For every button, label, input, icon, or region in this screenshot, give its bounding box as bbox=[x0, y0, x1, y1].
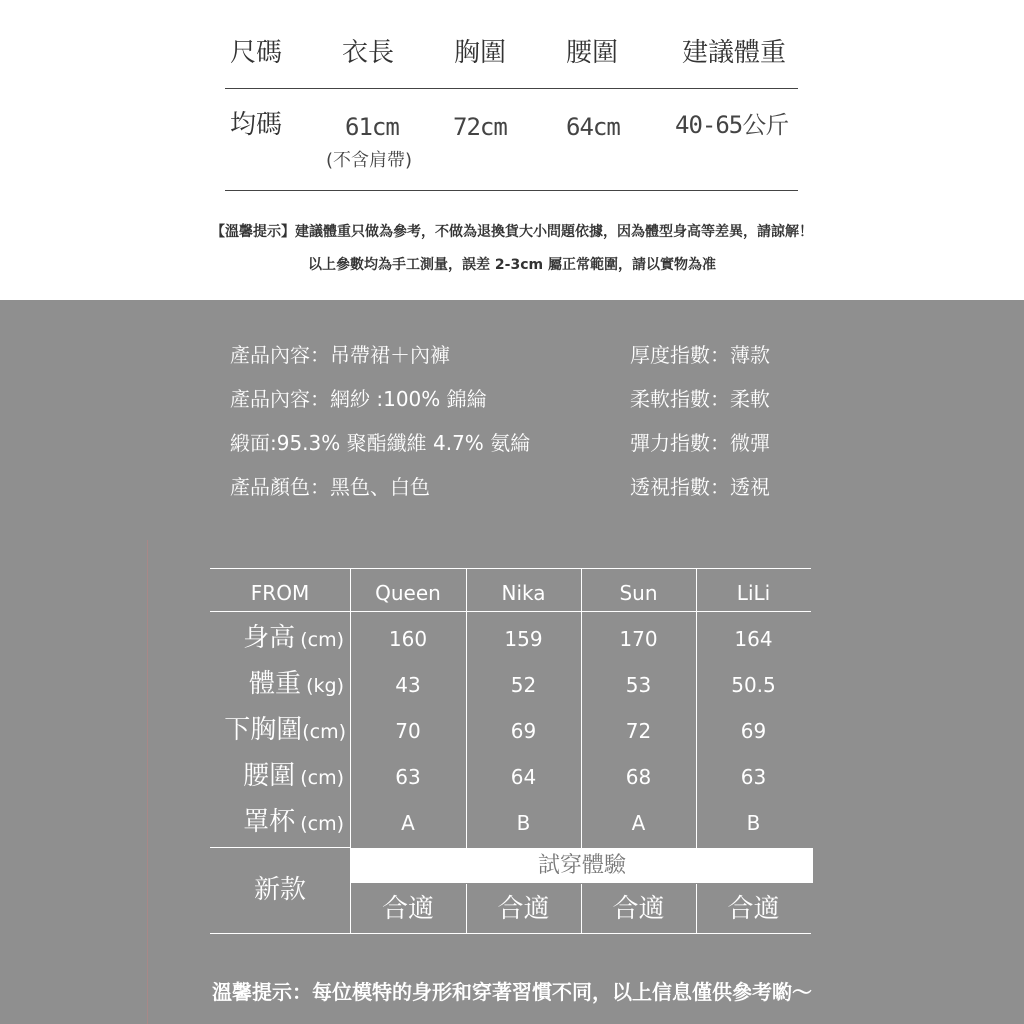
cell-cup-nika: B bbox=[516, 811, 531, 835]
cell-waist-lili: 63 bbox=[740, 765, 767, 789]
cell-cup-queen: A bbox=[401, 811, 415, 835]
cell-underbust-queen: 70 bbox=[395, 719, 421, 743]
row-label-weight: 體重 (kg) bbox=[249, 669, 344, 699]
info-right-1: 厚度指數：薄款 bbox=[630, 343, 770, 367]
info-left-2: 產品內容：網紗 :100% 錦綸 bbox=[230, 387, 487, 411]
info-left-4: 產品顏色：黑色、白色 bbox=[230, 475, 430, 499]
info-right-3: 彈力指數：微彈 bbox=[630, 431, 770, 455]
decorative-divider bbox=[147, 540, 148, 1024]
cell-underbust-sun: 72 bbox=[625, 719, 652, 743]
length-value: 61cm bbox=[345, 113, 399, 141]
trial-title: 試穿體驗 bbox=[537, 853, 626, 878]
row-label-height: 身高 (cm) bbox=[243, 623, 344, 653]
waist-value: 64cm bbox=[566, 113, 620, 141]
cell-cup-lili: B bbox=[746, 811, 761, 835]
trial-banner bbox=[351, 848, 813, 883]
cell-height-sun: 170 bbox=[619, 627, 658, 651]
weight-value: 40-65公斤 bbox=[675, 111, 789, 139]
cell-underbust-lili: 69 bbox=[740, 719, 767, 743]
size-table-bottom-line bbox=[225, 190, 798, 191]
fit-queen: 合適 bbox=[381, 894, 434, 924]
row-label-underbust: 下胸圍(cm) bbox=[224, 715, 346, 745]
info-left-3: 緞面:95.3% 聚酯纖維 4.7% 氨綸 bbox=[230, 431, 531, 455]
tip-line-1: 【溫馨提示】建議體重只做為參考，不做為退換貨大小問題依據，因為體型身高等差異，請諒解！ bbox=[211, 224, 813, 240]
cell-weight-nika: 52 bbox=[510, 673, 537, 697]
chest-value: 72cm bbox=[453, 113, 507, 141]
new-item-label: 新款 bbox=[253, 875, 306, 905]
model-table-header-line bbox=[210, 611, 811, 612]
tip-line-2: 以上參數均為手工測量，誤差 2-3cm 屬正常範圍，請以實物為准 bbox=[308, 257, 716, 273]
model-name: LiLi bbox=[736, 581, 771, 605]
model-table-col-line-4 bbox=[696, 568, 697, 848]
cell-weight-lili: 50.5 bbox=[731, 673, 776, 697]
fit-lili: 合適 bbox=[727, 894, 780, 924]
header-size: 尺碼 bbox=[230, 38, 283, 68]
info-right-4: 透視指數：透視 bbox=[630, 475, 770, 499]
size-table-section bbox=[0, 0, 1024, 300]
cell-waist-queen: 63 bbox=[395, 765, 421, 789]
header-weight: 建議體重 bbox=[682, 38, 787, 68]
cell-height-queen: 160 bbox=[388, 627, 428, 651]
cell-waist-sun: 68 bbox=[625, 765, 652, 789]
fit-sun: 合適 bbox=[612, 894, 665, 924]
model-table-col-line-3 bbox=[581, 568, 582, 848]
model-table-bottom-line bbox=[210, 933, 811, 934]
model-table-new-line bbox=[210, 847, 350, 848]
header-waist: 腰圍 bbox=[566, 38, 619, 68]
info-left-1: 產品內容：吊帶裙＋內褲 bbox=[230, 343, 450, 367]
cell-cup-sun: A bbox=[631, 811, 646, 835]
size-value: 均碼 bbox=[230, 110, 283, 140]
model-name: Nika bbox=[501, 581, 546, 605]
header-chest: 胸圍 bbox=[454, 38, 507, 68]
model-name: Sun bbox=[619, 581, 658, 605]
fit-nika: 合適 bbox=[497, 894, 550, 924]
cell-weight-queen: 43 bbox=[395, 673, 421, 697]
length-note: (不含肩帶) bbox=[326, 150, 413, 171]
info-right-2: 柔軟指數：柔軟 bbox=[630, 387, 770, 411]
cell-waist-nika: 64 bbox=[510, 765, 537, 789]
model-table-top-line bbox=[210, 568, 811, 569]
cell-underbust-nika: 69 bbox=[510, 719, 537, 743]
cell-weight-sun: 53 bbox=[625, 673, 652, 697]
cell-height-lili: 164 bbox=[734, 627, 773, 651]
model-table-corner: FROM bbox=[250, 581, 310, 605]
model-table-col-line-2 bbox=[466, 568, 467, 848]
cell-height-nika: 159 bbox=[504, 627, 543, 651]
footer-tip: 溫馨提示：每位模特的身形和穿著習慣不同，以上信息僅供參考喲～ bbox=[212, 980, 812, 1004]
model-name: Queen bbox=[375, 581, 441, 605]
row-label-waist: 腰圍 (cm) bbox=[243, 761, 344, 791]
size-table-divider bbox=[225, 88, 798, 89]
header-length: 衣長 bbox=[342, 38, 395, 68]
row-label-cup: 罩杯 (cm) bbox=[243, 807, 344, 837]
